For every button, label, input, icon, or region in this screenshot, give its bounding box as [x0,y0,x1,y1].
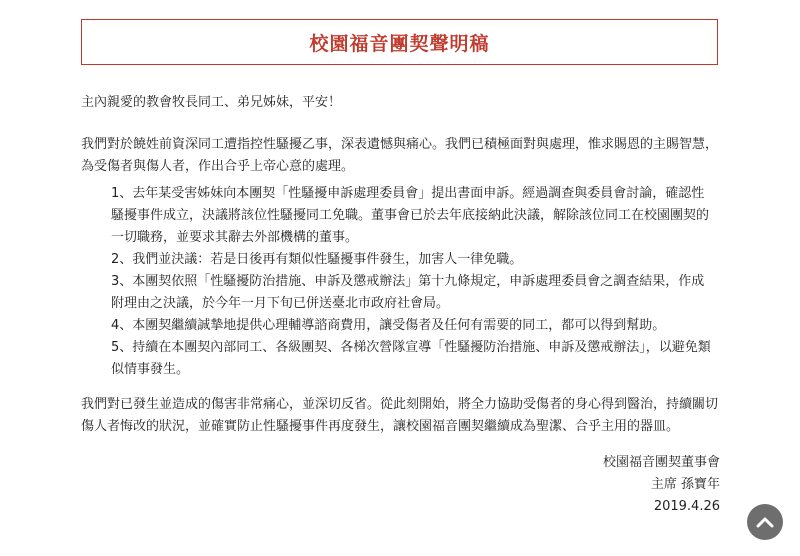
resolution-list [111,183,711,381]
scroll-to-top-button[interactable] [747,504,783,540]
signature-date: 2019.4.26 [653,499,720,514]
resolution-item-2: 2、我們並決議：若是日後再有類似性騷擾事件發生，加害人一律免職。 [111,252,523,267]
closing-paragraph: 我們對已發生並造成的傷害非常痛心，並深切反省。從此刻開始，將全力協助受傷者的身心得到醫治，持續關切傷人者悔改的狀況，並確實防止性騷擾事件再度發生，讓校園福音團契繼續成為聖潔、合乎主用的器皿。 [81,397,719,434]
chevron-up-icon [756,516,774,528]
page-title: 校園福音團契聲明稿 [309,32,490,55]
resolution-item-4: 4、本團契繼續誠摯地提供心理輔導諮商費用，讓受傷者及任何有需要的同工，都可以得到幫助。 [111,318,666,333]
intro-paragraph: 我們對於饒姓前資深同工遭指控性騷擾乙事，深表遺憾與痛心。我們已積極面對與處理，惟求賜恩的主賜智慧，為受傷者與傷人者，作出合乎上帝心意的處理。 [81,137,719,174]
signature-chair: 主席 孫寶年 [650,477,720,492]
resolution-item-1: 1、去年某受害姊妹向本團契「性騷擾申訴處理委員會」提出書面申訴。經過調查與委員會討論，確認性騷擾事件成立，決議將該位性騷擾同工免職。董事會已於去年底接納此決議，解除該位同工在校園團契的一切職務，並要求其辭去外部機構的董事。 [111,186,710,245]
signature-org: 校園福音團契董事會 [602,455,720,470]
greeting: 主內親愛的教會牧長同工、弟兄姊妹，平安！ [81,95,342,110]
title-box [81,19,718,65]
resolution-item-5: 5、持續在本團契內部同工、各級團契、各梯次營隊宣導「性騷擾防治措施、申訴及懲戒辦法」，以避免類似情事發生。 [111,340,711,377]
signature-block [420,452,720,518]
resolution-item-3: 3、本團契依照「性騷擾防治措施、申訴及懲戒辦法」第十九條規定，申訴處理委員會之調查結果，作成附理由之決議，於今年一月下旬已併送臺北市政府社會局。 [111,274,705,311]
